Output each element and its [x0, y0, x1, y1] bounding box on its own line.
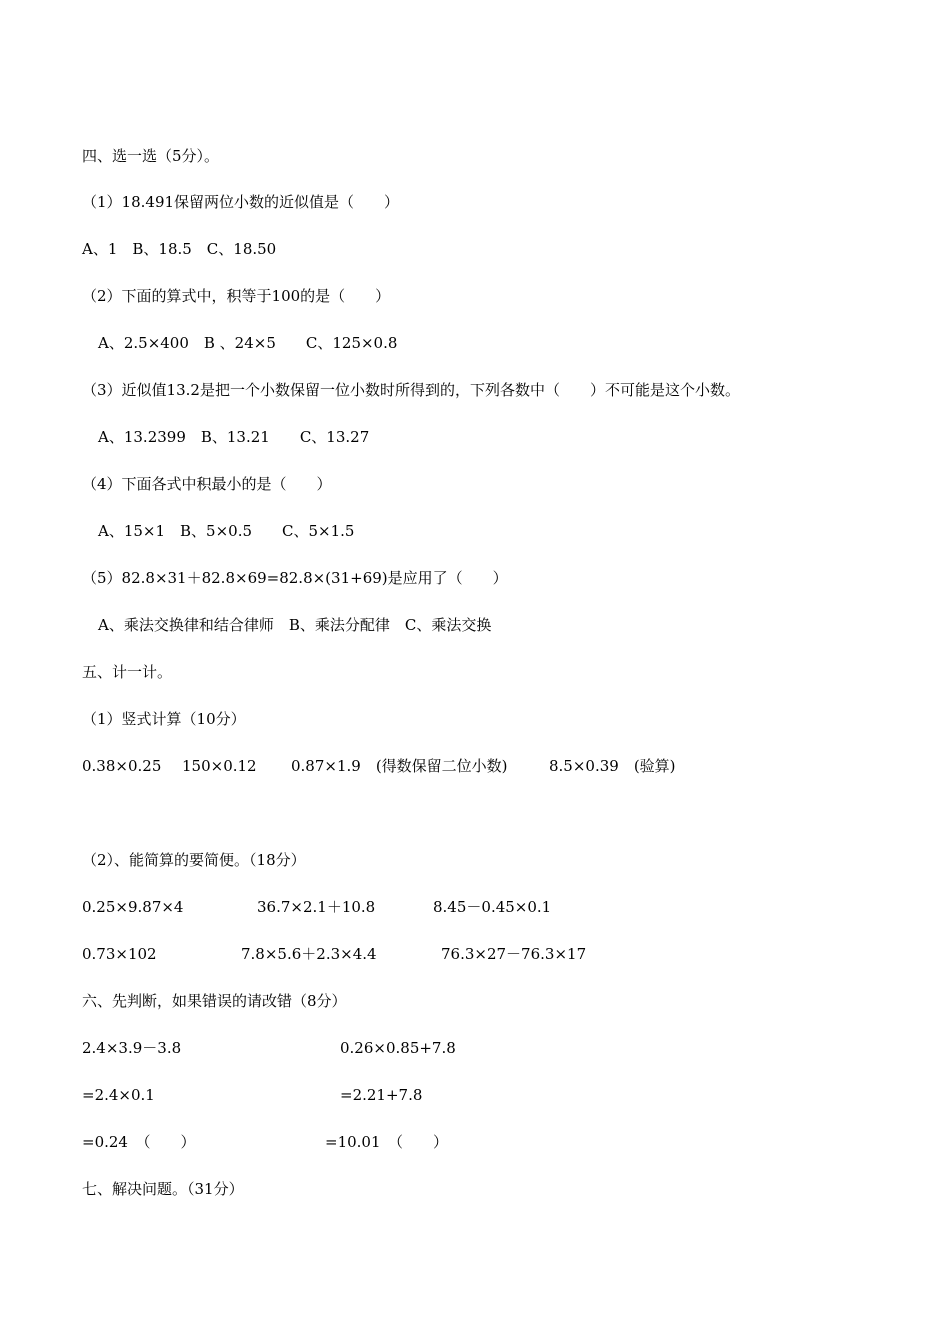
section-6-title: 六、先判断，如果错误的请改错（8分）	[82, 992, 347, 1010]
judge-right-step: =2.21+7.8	[340, 1086, 423, 1104]
section-5-title: 五、计一计。	[82, 663, 173, 681]
judge-right-answer: =10.01 （ ）	[325, 1133, 449, 1151]
section-7-title: 七、解决问题。（31分）	[82, 1180, 244, 1198]
question-3-options: A、13.2399 B、13.21 C、13.27	[98, 428, 370, 446]
simplify-problem: 36.7×2.1＋10.8	[257, 898, 376, 916]
simplify-problem: 0.73×102	[82, 945, 157, 963]
simplify-problem: 76.3×27－76.3×17	[441, 945, 587, 963]
question-1-options: A、1 B、18.5 C、18.50	[82, 240, 277, 258]
question-4-options: A、15×1 B、5×0.5 C、5×1.5	[98, 522, 355, 540]
simplify-problem: 8.45－0.45×0.1	[433, 898, 552, 916]
question-5-options: A、乘法交换律和结合律师 B、乘法分配律 C、乘法交换	[98, 616, 492, 634]
judge-right-step: 0.26×0.85+7.8	[340, 1039, 456, 1057]
judge-left-answer: =0.24 （ ）	[82, 1133, 196, 1151]
question-1-stem: （1）18.491保留两位小数的近似值是（ ）	[82, 193, 400, 211]
calc-problem: 150×0.12	[182, 757, 257, 775]
judge-left-step: 2.4×3.9－3.8	[82, 1039, 182, 1057]
judge-row-2	[82, 1082, 862, 1108]
question-3-stem: （3）近似值13.2是把一个小数保留一位小数时所得到的，下列各数中（ ）不可能是这个小数。	[82, 381, 740, 399]
part-1-heading: （1）竖式计算（10分）	[82, 710, 246, 728]
question-2-stem: （2）下面的算式中，积等于100的是（ ）	[82, 287, 391, 305]
section-4-title: 四、选一选（5分）。	[82, 147, 220, 165]
calc-problem: 0.87×1.9 (得数保留二位小数)	[291, 757, 508, 775]
judge-row-3	[82, 1129, 862, 1155]
simplify-problem: 7.8×5.6＋2.3×4.4	[241, 945, 377, 963]
question-4-stem: （4）下面各式中积最小的是（ ）	[82, 475, 332, 493]
calc-problem: 8.5×0.39 (验算)	[549, 757, 676, 775]
simplify-row-2	[82, 941, 862, 967]
judge-left-step: =2.4×0.1	[82, 1086, 155, 1104]
calc-problem: 0.38×0.25	[82, 757, 162, 775]
vertical-calc-row	[82, 753, 862, 779]
simplify-row-1	[82, 894, 862, 920]
simplify-problem: 0.25×9.87×4	[82, 898, 184, 916]
question-5-stem: （5）82.8×31＋82.8×69=82.8×(31+69)是应用了（ ）	[82, 569, 508, 587]
part-2-heading: （2）、能简算的要简便。（18分）	[82, 851, 306, 869]
question-2-options: A、2.5×400 B 、24×5 C、125×0.8	[98, 334, 398, 352]
judge-row-1	[82, 1035, 862, 1061]
